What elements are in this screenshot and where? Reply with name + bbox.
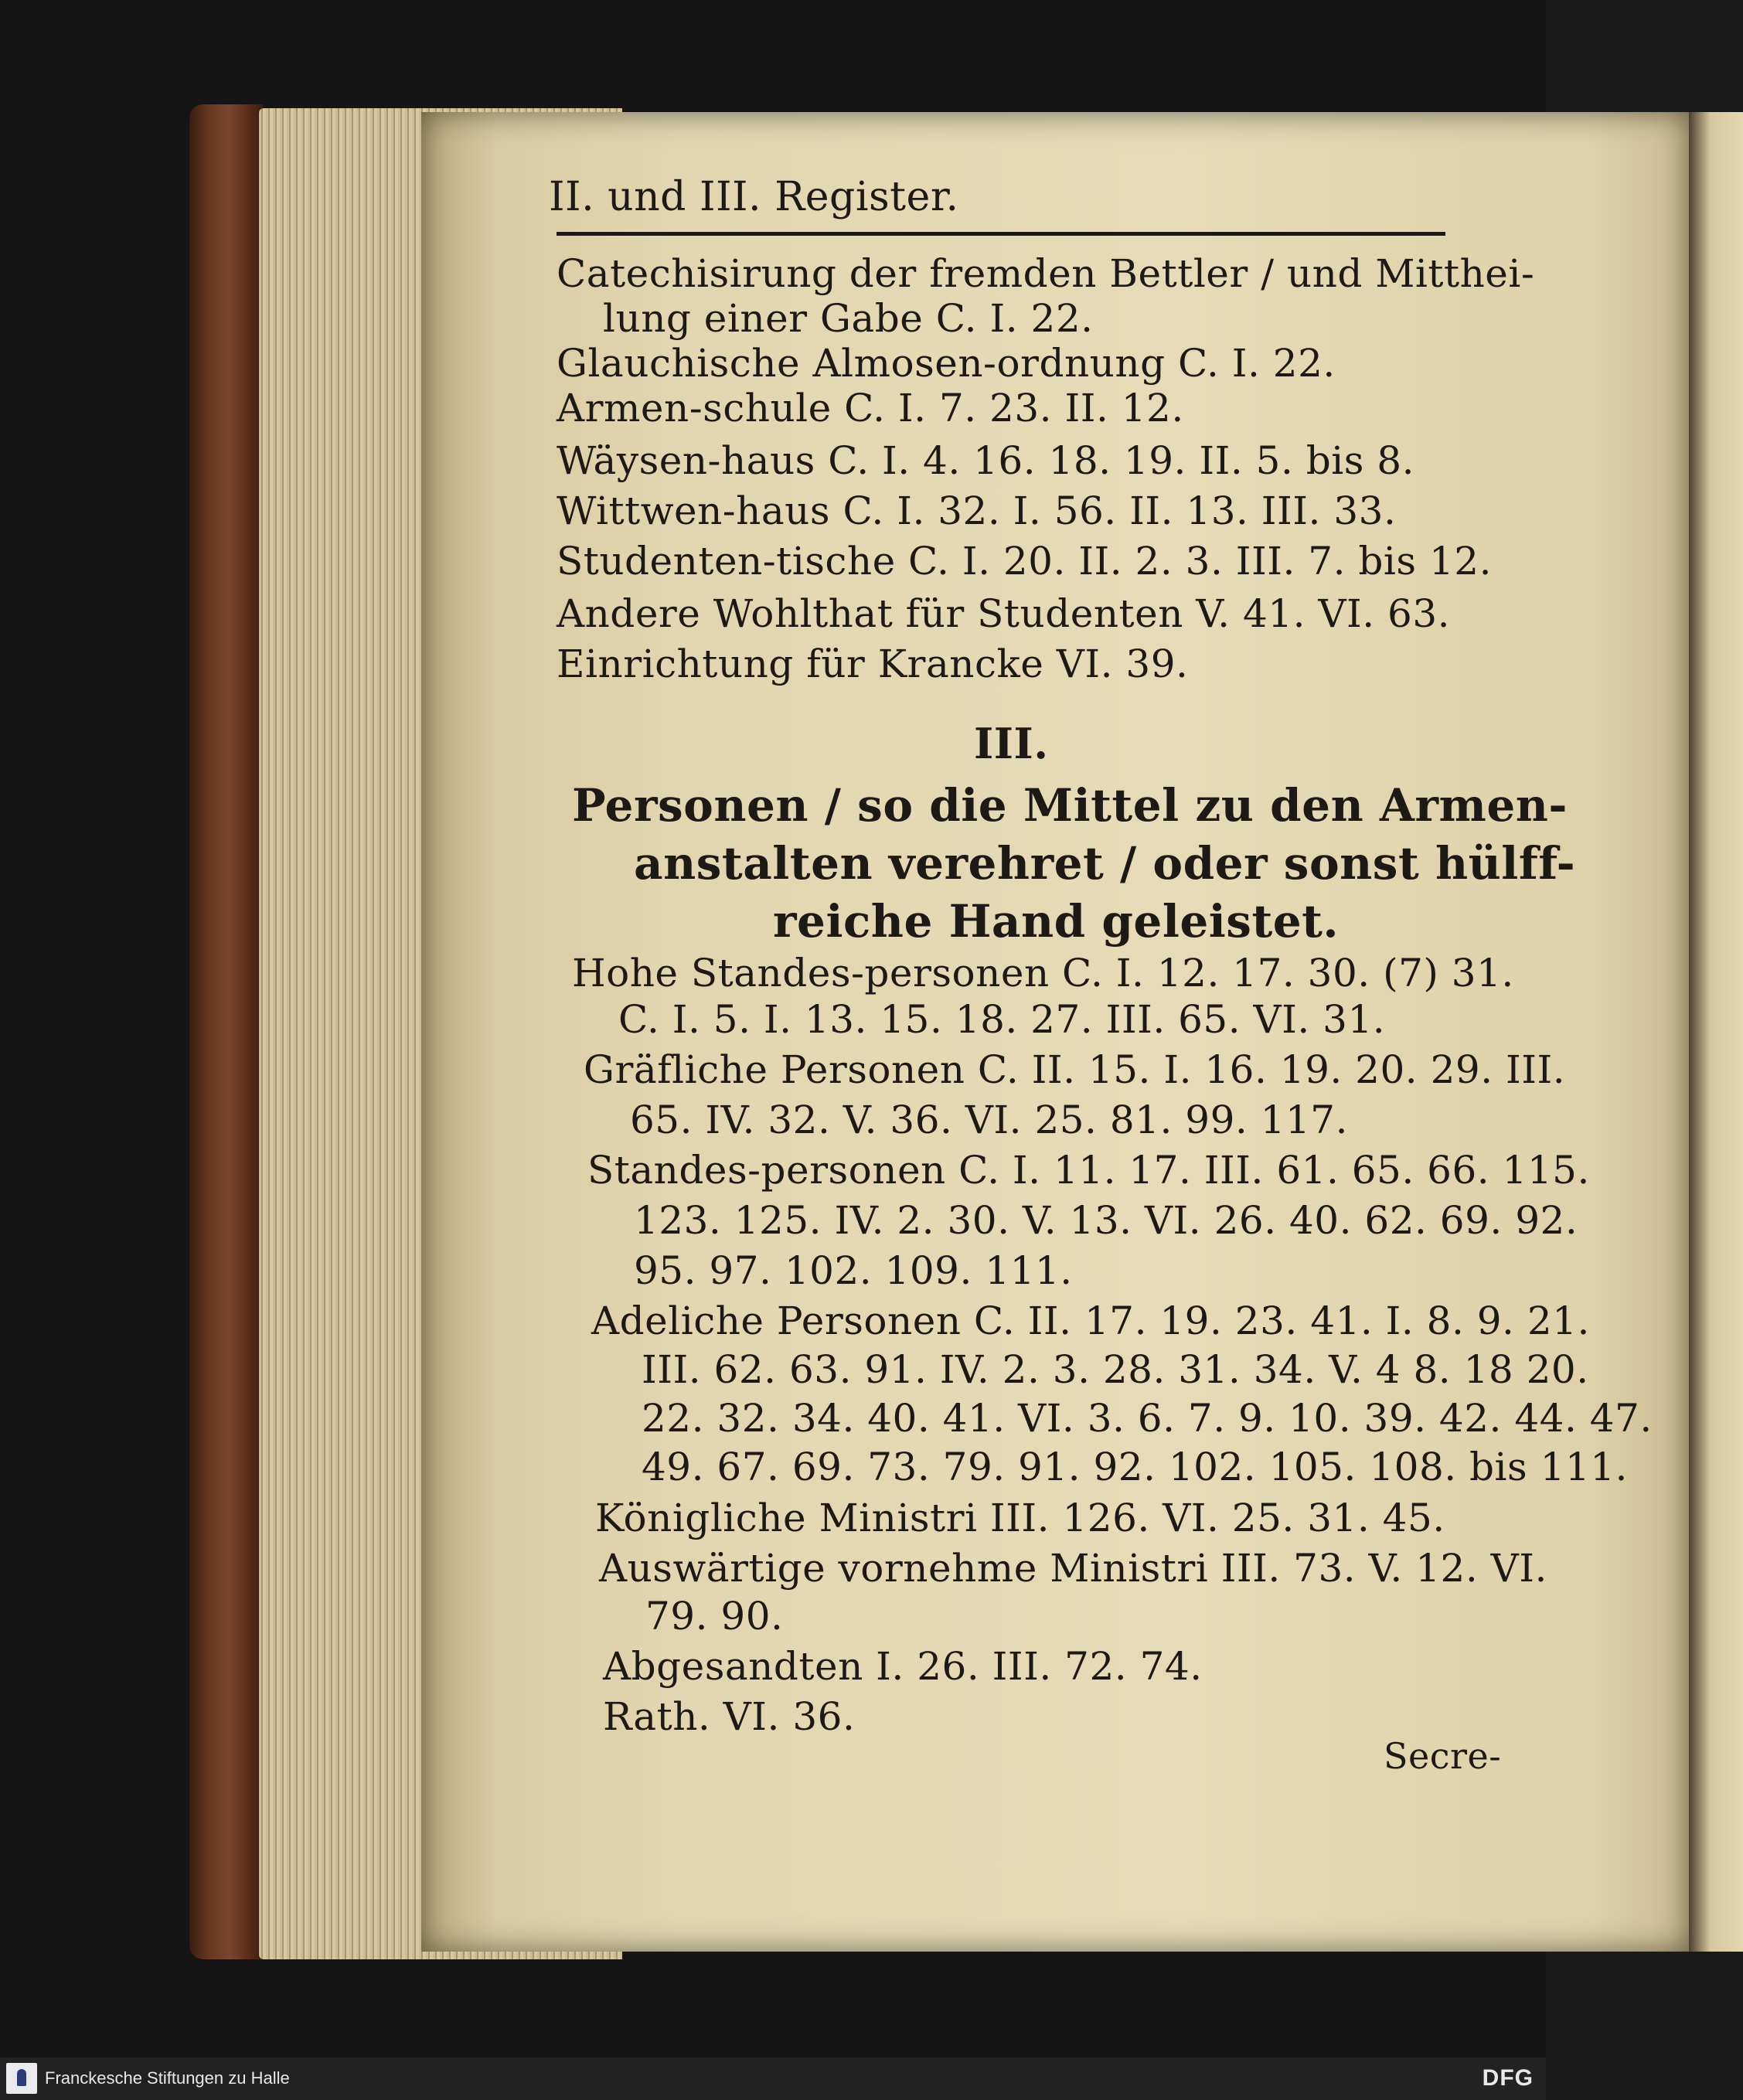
- header-rule: [557, 232, 1445, 236]
- index-entry: Catechisirung der fremden Bettler / und Mitthei-: [557, 251, 1535, 296]
- section-number: III.: [974, 719, 1049, 768]
- index-entry: Gräfliche Personen C. II. 15. I. 16. 19. 20. 29. III.: [584, 1047, 1566, 1092]
- index-entry: Hohe Standes-personen C. I. 12. 17. 30. (7) 31.: [572, 951, 1514, 996]
- section-title-line: reiche Hand geleistet.: [773, 895, 1340, 948]
- index-entry: Abgesandten I. 26. III. 72. 74.: [603, 1644, 1203, 1689]
- running-header: II. und III. Register.: [549, 174, 959, 220]
- index-entry: Königliche Ministri III. 126. VI. 25. 31. 45.: [595, 1496, 1445, 1540]
- index-entry: Adeliche Personen C. II. 17. 19. 23. 41. I. 8. 9. 21.: [591, 1298, 1590, 1343]
- facing-page-edge: [1689, 112, 1743, 1952]
- index-entry: Studenten-tische C. I. 20. II. 2. 3. III. 7. bis 12.: [557, 539, 1492, 584]
- index-entry: III. 62. 63. 91. IV. 2. 3. 28. 31. 34. V. 4 8. 18 20.: [642, 1347, 1589, 1392]
- book-spine: [189, 104, 263, 1959]
- building-icon: [17, 2069, 26, 2086]
- index-entry: 49. 67. 69. 73. 79. 91. 92. 102. 105. 108. bis 111.: [642, 1445, 1628, 1489]
- index-entry: 65. IV. 32. V. 36. VI. 25. 81. 99. 117.: [630, 1098, 1348, 1142]
- institution-name[interactable]: Franckesche Stiftungen zu Halle: [45, 2068, 290, 2088]
- section-title-line: anstalten verehret / oder sonst hülff-: [634, 837, 1576, 890]
- index-entry: Auswärtige vornehme Ministri III. 73. V. 12. VI.: [599, 1546, 1547, 1591]
- viewer-footer: [0, 2057, 1546, 2100]
- index-entry: Rath. VI. 36.: [603, 1694, 856, 1739]
- index-entry: 95. 97. 102. 109. 111.: [634, 1248, 1073, 1293]
- index-entry: 79. 90.: [645, 1594, 784, 1639]
- institution-logo: [6, 2063, 37, 2094]
- index-entry: Wäysen-haus C. I. 4. 16. 18. 19. II. 5. bis 8.: [557, 438, 1414, 483]
- index-entry: Armen-schule C. I. 7. 23. II. 12.: [557, 386, 1184, 431]
- index-entry: Andere Wohlthat für Studenten V. 41. VI. 63.: [557, 591, 1451, 636]
- dfg-logo: DFG: [1482, 2065, 1534, 2091]
- index-entry: 22. 32. 34. 40. 41. VI. 3. 6. 7. 9. 10. 39. 42. 44. 47.: [642, 1396, 1653, 1441]
- index-entry: lung einer Gabe C. I. 22.: [603, 296, 1094, 341]
- index-entry: Wittwen-haus C. I. 32. I. 56. II. 13. III. 33.: [557, 488, 1397, 533]
- index-entry: Standes-personen C. I. 11. 17. III. 61. 65. 66. 115.: [587, 1148, 1590, 1193]
- index-entry: C. I. 5. I. 13. 15. 18. 27. III. 65. VI. 31.: [618, 997, 1386, 1042]
- index-entry: Glauchische Almosen-ordnung C. I. 22.: [557, 341, 1336, 386]
- catchword: Secre-: [1384, 1735, 1502, 1777]
- section-title-line: Personen / so die Mittel zu den Armen-: [572, 779, 1568, 832]
- index-entry: 123. 125. IV. 2. 30. V. 13. VI. 26. 40. 62. 69. 92.: [634, 1198, 1578, 1243]
- index-entry: Einrichtung für Krancke VI. 39.: [557, 642, 1189, 686]
